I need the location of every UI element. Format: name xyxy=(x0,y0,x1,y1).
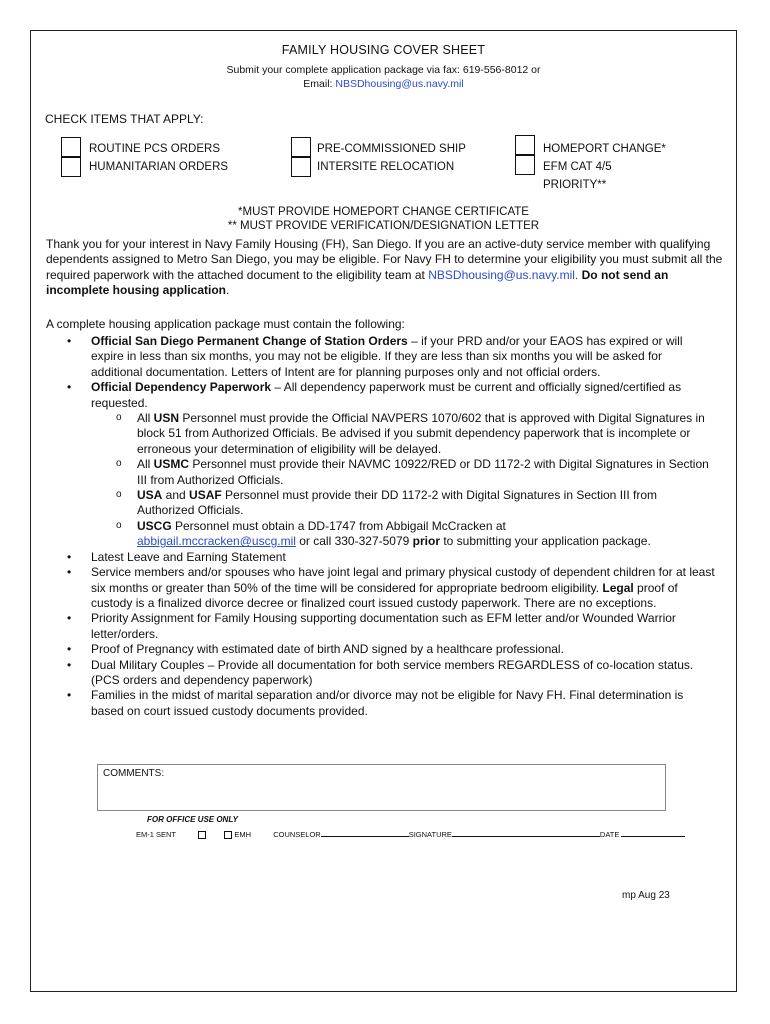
homeport-checkbox[interactable] xyxy=(515,135,535,155)
humanitarian-label: HUMANITARIAN ORDERS xyxy=(89,161,229,173)
counselor-field[interactable] xyxy=(321,828,409,837)
pcs-orders-heading: Official San Diego Permanent Change of Station Orders xyxy=(91,334,408,348)
emh-checkbox[interactable] xyxy=(224,831,232,839)
intro-paragraph xyxy=(46,237,726,299)
efm-label: EFM CAT 4/5 xyxy=(543,161,612,173)
office-use-title: FOR OFFICE USE ONLY xyxy=(147,815,238,824)
list-item xyxy=(91,550,716,565)
package-lead: A complete housing application package must contain the following: xyxy=(46,317,405,331)
dependency-text: – All dependency paperwork must be current and officially signed/certified as requested. xyxy=(91,380,682,410)
intersite-checkbox[interactable] xyxy=(291,157,311,177)
homeport-label: HOMEPORT CHANGE* xyxy=(543,143,666,155)
list-item xyxy=(91,611,716,642)
usn-label: USN xyxy=(153,411,180,426)
custody-legal: Legal xyxy=(602,580,634,595)
office-use-row xyxy=(136,828,685,839)
humanitarian-checkbox[interactable] xyxy=(61,157,81,177)
em1-sent-checkbox[interactable] xyxy=(198,831,206,839)
verification-note: ** MUST PROVIDE VERIFICATION/DESIGNATION LETTER xyxy=(227,220,540,232)
usmc-text: Personnel must provide their NAVMC 10922/RED or DD 1172-2 with Digital Signatures in Section III from Authorized Officials. xyxy=(137,457,709,487)
email-label: Email: xyxy=(303,78,333,90)
uscg-email-link[interactable]: abbigail.mccracken@uscg.mil xyxy=(137,534,296,549)
intro-text: Thank you for your interest in Navy Family Housing (FH), San Diego. If you are an active-duty service member with qualifying dependents assigned to Metro San Diego, you may be eligible. For Navy FH to determine your eligibility you must submit all the required paperwork with the attached document to the eligibility team at xyxy=(46,237,723,282)
intro-warning: Do not send an incomplete housing application xyxy=(46,267,669,298)
dependency-heading: Official Dependency Paperwork xyxy=(91,380,272,395)
list-item xyxy=(91,380,716,549)
custody-text: Service members and/or spouses who have joint legal and primary physical custody of dependent children for at least six months or greater than 50% of the time will be considered for appropriate bedroom eligibility. xyxy=(91,565,715,595)
usaf-label: USAF xyxy=(189,488,222,503)
routine-pcs-checkbox[interactable] xyxy=(61,137,81,157)
housing-email-link[interactable]: NBSDhousing@us.navy.mil xyxy=(335,78,464,90)
usa-and: and xyxy=(162,488,190,503)
emh-label: EMH xyxy=(234,830,252,839)
counselor-label: COUNSELOR xyxy=(273,830,321,839)
signature-label: SIGNATURE xyxy=(408,830,452,839)
list-item xyxy=(91,658,716,689)
efm-checkbox[interactable] xyxy=(515,155,535,175)
sub-list-item xyxy=(137,519,716,550)
uscg-text3: to submitting your application package. xyxy=(440,534,651,549)
em1-sent-label: EM-1 SENT xyxy=(136,830,176,839)
list-item xyxy=(91,642,716,657)
pre-commissioned-checkbox[interactable] xyxy=(291,137,311,157)
sub-list-item xyxy=(137,411,716,457)
uscg-label: USCG xyxy=(137,518,172,533)
list-item xyxy=(91,334,716,380)
priority-label: PRIORITY** xyxy=(543,179,607,191)
comments-box[interactable] xyxy=(97,764,666,811)
usaf-text: Personnel must provide their DD 1172-2 with Digital Signatures in Section III from Authorized Officials. xyxy=(137,488,658,518)
homeport-note: *MUST PROVIDE HOMEPORT CHANGE CERTIFICATE xyxy=(238,206,529,218)
list-item xyxy=(91,688,716,719)
custody-text2: proof of custody is a finalized divorce decree or finalized court issued custody paperwork. There are no exceptions. xyxy=(91,580,678,610)
intro-end: . xyxy=(226,283,230,298)
pre-commissioned-label: PRE-COMMISSIONED SHIP xyxy=(317,143,466,155)
usmc-pre: All xyxy=(137,457,154,472)
revision-note: mp Aug 23 xyxy=(622,890,670,901)
uscg-text: Personnel must obtain a DD-1747 from Abbigail McCracken at xyxy=(171,518,506,533)
intro-email-link[interactable]: NBSDhousing@us.navy.mil. xyxy=(428,267,579,282)
requirements-list xyxy=(46,334,716,719)
intersite-label: INTERSITE RELOCATION xyxy=(317,161,455,173)
separation-text: Families in the midst of marital separation and/or divorce may not be eligible for Navy FH. Final determination is based on court issued custody documents provided. xyxy=(91,688,684,718)
comments-label: COMMENTS: xyxy=(103,768,165,779)
date-label: DATE xyxy=(599,830,620,839)
date-field[interactable] xyxy=(621,828,685,837)
page-title: FAMILY HOUSING COVER SHEET xyxy=(281,43,486,57)
sub-list-item xyxy=(137,488,716,519)
usn-text: Personnel must provide the Official NAVPERS 1070/602 that is approved with Digital Signatures in block 51 from Authorized Officials. Be advised if you submit dependency paperwork that is incomplete or erroneous your determination of eligibility will be delayed. xyxy=(137,411,705,456)
uscg-text2: or call 330-327-5079 xyxy=(295,534,413,549)
usa-label: USA xyxy=(137,488,163,503)
dual-military-text: Dual Military Couples – Provide all documentation for both service members REGARDLESS of co-location status. (PCS orders and dependency paperwork) xyxy=(91,657,694,687)
pregnancy-text: Proof of Pregnancy with estimated date of birth AND signed by a healthcare professional. xyxy=(91,642,564,657)
les-text: Latest Leave and Earning Statement xyxy=(91,549,286,564)
email-line xyxy=(30,78,737,90)
uscg-prior: prior xyxy=(412,534,440,549)
checklist-heading: CHECK ITEMS THAT APPLY: xyxy=(45,112,204,126)
signature-field[interactable] xyxy=(452,828,600,837)
sub-list-item xyxy=(137,457,716,488)
usn-pre: All xyxy=(137,411,154,426)
fax-instruction: Submit your complete application package via fax: 619-556-8012 or xyxy=(226,64,541,76)
routine-pcs-label: ROUTINE PCS ORDERS xyxy=(89,143,220,155)
usmc-label: USMC xyxy=(153,457,190,472)
list-item xyxy=(91,565,716,611)
priority-text: Priority Assignment for Family Housing supporting documentation such as EFM letter and/or Wounded Warrior letter/orders. xyxy=(91,611,676,641)
pcs-orders-text: – if your PRD and/or your EAOS has expired or will expire in less than six months, you may not be eligible. If they are less than six months you will be asked for additional documentation. Letters of Intent are for planning purposes only and not official orders. xyxy=(91,334,683,379)
